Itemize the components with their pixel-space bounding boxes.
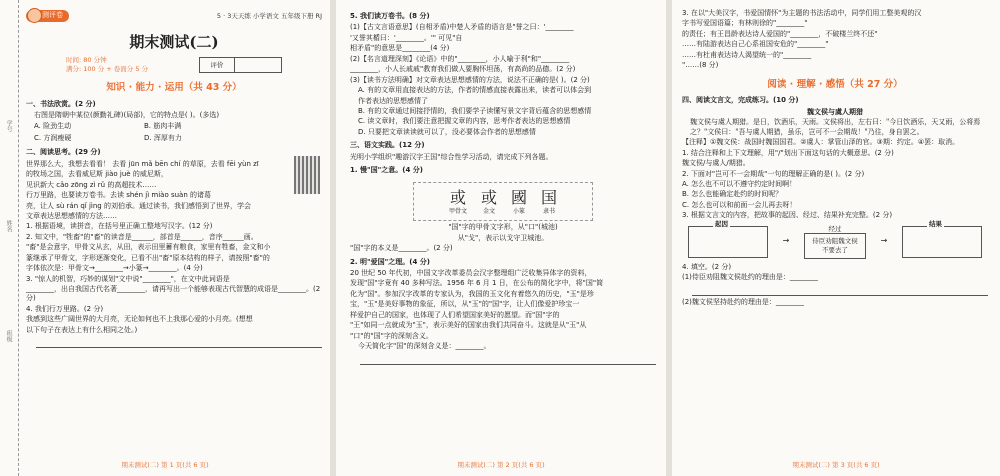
series-label: 5 · 3天天练 小学语文 五年级下册 RJ (216, 11, 322, 20)
option[interactable]: C. 方润瘦硬 (34, 133, 72, 142)
passage-line: 见识新大 cǎo zōng zì rǔ 的高超技术…… (26, 180, 157, 189)
question-item: (1)侍臣劝阻魏文侯赴约的理由是：________ (682, 273, 818, 282)
question-heading: 二、阅读思考。(29 分) (26, 148, 101, 157)
full-score-label: 满分: 100 分 + 卷面分 5 分 (66, 65, 149, 74)
passage-line: 样爱护自己的国家，也体现了人们希望国家美好的愿望。而"国"字的 (350, 310, 560, 319)
question-item: 篆继承了甲骨文，字形逐渐变化，已看不出"畜"原本结构的样子，请按照"畜"的 (26, 253, 270, 262)
flow-label: 结果 (928, 219, 942, 228)
passage-text: 魏文侯与虞人期猎。是日，饮酒乐，天雨。文侯将出，左右曰："今日饮酒乐，天又雨，公将焉之？"文侯曰："吾与虞人期猎，虽乐，岂可不一会期哉！"乃往，身自罢之。 (690, 118, 981, 136)
flow-box-mid: 侍臣劝阻魏文侯不要去了 (804, 233, 866, 259)
passage-line: 文章表达思想感情的方法…… (26, 211, 117, 220)
question-item: "畜"是会意字，甲骨文从玄，从田，表示田里蓄有粮食，家里有牲畜，金文和小 (26, 243, 271, 252)
glyph-oracle: 或 甲骨文 (448, 187, 467, 216)
page-footer: 期末测试(二) 第 2 页(共 6 页) (457, 461, 545, 470)
answer-line[interactable] (36, 337, 322, 348)
score-box (199, 57, 282, 73)
passage-line: 化为"国"。参加汉字改革的专家认为，我国的玉文化有着悠久的历史，"玉"是珍 (350, 289, 594, 298)
glyph-bronze: 或 金文 (480, 187, 497, 216)
flow-label: 起因 (715, 219, 728, 228)
answer-line[interactable] (692, 285, 988, 296)
question-item: (2)魏文侯坚持赴约的理由是：________ (682, 297, 804, 306)
option[interactable]: D. 浑厚有力 (144, 133, 182, 142)
glyph-seal: 國 小篆 (511, 187, 528, 216)
page-footer: 期末测试(二) 第 1 页(共 6 页) (121, 461, 209, 470)
question-item: 我感到这些广阔世界的大月亮，无论如何也不上我那心爱的小月亮。(想想 (26, 315, 253, 324)
passage-line: 宝，"玉"是美好事物的象征，所以，从"玉"的"国"字，让人们像爱护珍宝一 (350, 300, 580, 309)
question-heading: 一、书法欣赏。(2 分) (26, 99, 96, 108)
figure-caption: 从"戈"，表示以戈守卫城池。 (457, 233, 549, 242)
page-3 (672, 0, 1000, 476)
passage-line: 的牧场之国，去看威尼斯 jiào juè 的威尼斯， (26, 170, 168, 179)
question-item: ________，出自我国古代名著________，请再写出一个能够表现古代智慧的成语是________。(2 分) (26, 285, 321, 303)
question-item: 以下句子在表达上有什么相同之处。) (26, 325, 138, 334)
question-item: '又誉其楯曰：'________。'" 可见"自 (350, 33, 463, 42)
question-item: "……(8 分) (682, 61, 719, 70)
question-item: 魏文侯/与虞人/期猎。 (682, 159, 750, 168)
option[interactable]: B. 筋肉丰满 (144, 122, 182, 131)
flow-box-start[interactable] (688, 219, 768, 258)
passage-line: 亮，让人 sù rán qǐ jìng 的刘伯承。通过读书，我们感悟到了世界，学会 (26, 201, 251, 210)
option[interactable]: B. 怎么也能确定赴约的时间呢？ (682, 190, 783, 199)
question-item: 字体依次是：甲骨文→________→小篆→________。(4 分) (26, 264, 203, 273)
question-item: 3. 在以"大美汉字，书爱国情怀"为主题的书法活动中，同学们用工整美观的汉 (682, 9, 922, 17)
question-subheading: 1. 慢"国"之意。(4 分) (350, 166, 423, 175)
question-item: (2)【名言道理深刻】《论语》中的"________，小人喻于利"和"________ (350, 54, 570, 63)
score-field[interactable] (235, 58, 281, 72)
figure-caption: "国"字的甲骨文字形，从"口"(城池) (448, 223, 558, 232)
option[interactable]: A. 怎么也不可以不遵守约定时间啊！ (682, 179, 797, 188)
section-heading: 阅读 · 理解 · 感悟（共 27 分） (767, 78, 903, 90)
question-item: 2. 知文中，"牲畜"的"畜"的读音是______，部首是______，音序______画。 (26, 232, 258, 241)
passage-title: 魏文侯与虞人期猎 (807, 107, 863, 116)
section-heading: 知识 · 能力 · 运用（共 43 分） (106, 81, 242, 93)
passage-line: 发现"国"字竟有 40 多种写法。1956 年 6 月 1 日，在公布的简化字中，将"国"简 (350, 279, 604, 288)
question-heading: 三、语文实践。(12 分) (350, 141, 425, 150)
option[interactable]: C. 读文章时，我们要注意把握文章的内容，思考作者表达的思想感情 (358, 117, 571, 126)
page-1 (0, 0, 330, 476)
option[interactable]: C. 怎么也可以和前面一会儿再去呀！ (682, 200, 797, 209)
question-item: ……有杜甫表达诗人渴望统一的"________ (682, 50, 812, 59)
passage-line: 20 世纪 50 年代初，中国文字改革委员会汉字整理组广泛收集异体字的资料， (350, 269, 592, 277)
question-item: ……有陆游表达自己心系祖国安危的"________" (682, 40, 829, 49)
arrow-icon: → (782, 236, 790, 246)
score-label: 评价 (200, 58, 235, 72)
question-item: (3)【读书方法明确】对文章表达思想感情的方法，说法不正确的是( )。(2 分) (350, 75, 590, 84)
question-item: 今天简化字"国"的深刻含义是：________。 (358, 342, 491, 351)
question-item: 1. 结合注释和上下文理解，用"/"划出下面这句话的大概意思。(2 分) (682, 148, 894, 157)
page-title: 期末测试(二) (129, 33, 219, 51)
glyph-clerical: 国 隶书 (541, 187, 558, 216)
option[interactable]: A. 有的文章用直接表达的方法，作者的情感直接表露出来，读者可以体会到 (358, 86, 592, 95)
question-item: 3. 根据文言文的内容，把故事的起因、经过、结果补充完整。(2 分) (682, 211, 893, 220)
passage-line: "口"的"国"字的深刻含义。 (350, 331, 433, 340)
question-intro: 光明小学组织"趣游汉字王国"综合性学习活动，请完成下列各题。 (350, 152, 553, 161)
question-heading: 四、阅读文言文，完成练习。(10 分) (682, 96, 799, 105)
question-heading: 5. 我们读万卷书。(8 分) (350, 12, 430, 20)
flow-box-end[interactable] (902, 219, 982, 258)
passage-line: "王"如同一点就成为"玉"，表示美好的国家由我们共同奋斗。这就是从"玉"从 (350, 321, 587, 330)
mascot-icon (27, 8, 42, 23)
passage-line: 世界那么大，我想去看看！ 去看 jūn mǎ bēn chí 的草原，去看 fēi yùn zī (26, 159, 259, 168)
option[interactable]: D. 只要把文章读读就可以了，没必要体会作者的思想感情 (358, 127, 536, 136)
answer-line[interactable] (360, 354, 656, 365)
page-footer: 期末测试(二) 第 3 页(共 6 页) (792, 461, 880, 470)
arrow-icon: → (880, 236, 888, 246)
calligraphy-image (294, 156, 320, 194)
question-item: "国"字的本义是________。(2 分) (350, 244, 453, 253)
passage-line: 行万里路，也要读万卷书。去读 shén jì miào suàn 的诸葛 (26, 191, 211, 200)
question-item: 的责任；有王昌龄表达诗人爱国的"________，不破楼兰终不还" (682, 29, 878, 38)
character-evolution-figure (413, 182, 593, 222)
question-item: ________，小人长戚戚"教育我们做人要胸怀坦荡，有高尚的品德。(2 分) (350, 65, 576, 74)
question-item: 4. 我们行万里路。(2 分) (26, 304, 104, 313)
binding-margin: 学号 姓名 班级 (0, 0, 19, 476)
time-label: 时间: 80 分钟 (66, 56, 107, 65)
question-item: 2. 下面对"岂可不一会期哉"一句的理解正确的是( )。(2 分) (682, 169, 865, 178)
option: 作者表达的思想感情了 (358, 96, 428, 105)
story-flow-diagram (688, 219, 982, 259)
option[interactable]: B. 有的文章通过间接抒情的，我们要学子读懂写景文字背后蕴含的思想感情 (358, 106, 592, 115)
question-item: 4. 填空。(2 分) (682, 262, 732, 271)
passage-notes: 【注释】①魏文侯：战国时魏国国君。②虞人：掌管山泽的官。③期：约定。④罢：取消。 (682, 138, 960, 147)
question-item: 字书写爱国语篇；有林则徐的"________" (682, 19, 808, 28)
question-item: 相矛盾"的意思是________(4 分) (350, 44, 450, 53)
badge-label: 测评卷 (42, 11, 63, 20)
question-item: (1)【古文言语意思】(自相矛盾)中楚人矛盾的语言是"誉之曰：'________ (350, 23, 574, 32)
question-item: 3. "惊人的机智，巧妙的谋划"文中说"________"，在文中此词语是 (26, 274, 230, 283)
flow-label: 经过 (828, 224, 842, 233)
option[interactable]: A. 险劲生动 (34, 122, 72, 131)
question-item: 1. 根据语境，读拼音，在括号里正确工整地写汉字。(12 分) (26, 222, 213, 231)
page-2 (336, 0, 666, 476)
test-badge (26, 10, 69, 21)
question-text: 右图是隋朝中某位(颜勤礼碑)(局部)，它的特点是( )。(多选) (34, 111, 220, 120)
question-subheading: 2. 明"爱国"之理。(4 分) (350, 257, 430, 266)
